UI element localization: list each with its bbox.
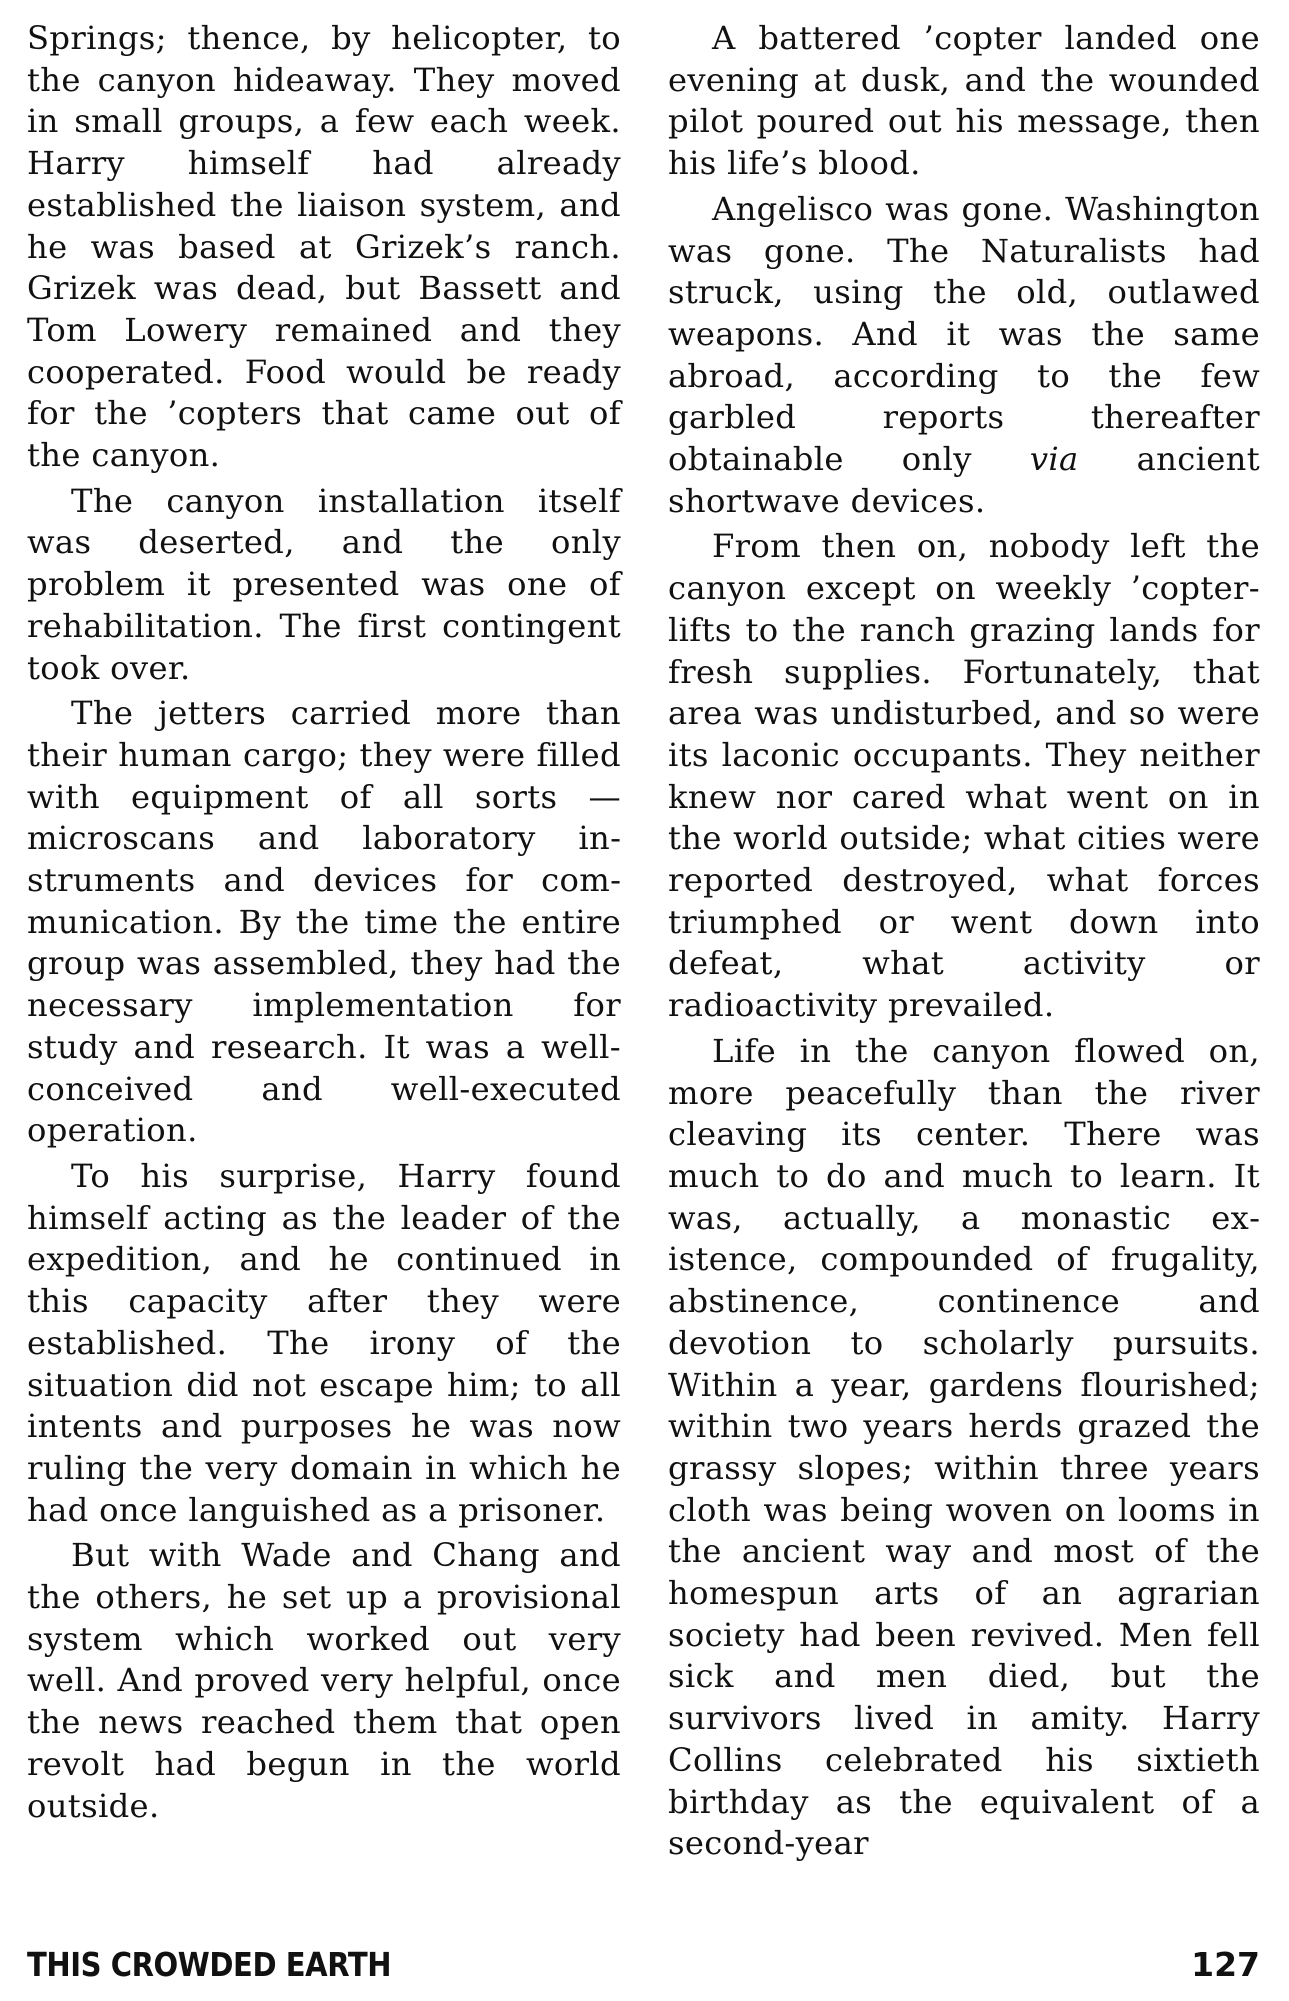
paragraph: A battered ’copter landed one evening at dusk, and the wounded pilot poured out his message, then his life’s blood. <box>668 19 1260 183</box>
right-column <box>668 18 1260 1869</box>
paragraph: Springs; thence, by helicopter, to the canyon hideaway. They moved in small groups, a few each week. Harry himself had already established the liaison system, and he was based at Grizek’s ranch. Grizek was dead, but Bassett and Tom Lowery remained and they cooperated. Food would be ready for the ’copters that came out of the canyon. <box>27 19 621 475</box>
italic-text: via <box>1029 440 1079 479</box>
left-column <box>27 18 621 1831</box>
page-footer <box>27 1945 1260 1995</box>
paragraph-text: ancient shortwave devices. <box>668 440 1260 520</box>
paragraph <box>668 189 1260 523</box>
paragraph: The canyon installation itself was deserted, and the only problem it presented was one of rehabilitation. The first contingent took over. <box>27 481 621 687</box>
page-number: 127 <box>1191 1945 1260 1984</box>
paragraph: But with Wade and Chang and the others, he set up a provisional system which worked out very well. And proved very helpful, once the news reached them that open revolt had begun in the world outside. <box>27 1536 621 1825</box>
paragraph: To his surprise, Harry found himself acting as the leader of the expedition, and he continued in this capacity after they were established. The irony of the situation did not escape him; to all intents and purposes he was now ruling the very domain in which he had once languished as a prisoner. <box>27 1156 621 1529</box>
paragraph: Life in the canyon flowed on, more peacefully than the river cleaving its center. There was much to do and much to learn. It was, actually, a monastic existence, compounded of frugality, abstinence, continence and devotion to scholarly pursuits. Within a year, gardens flourished; within two years herds grazed the grassy slopes; within three years cloth was being woven on looms in the ancient way and most of the homespun arts of an agrarian society had been revived. Men fell sick and men died, but the survivors lived in amity. Harry Collins celebrated his sixtieth birthday as the equivalent of a second-year <box>668 1031 1260 1863</box>
paragraph: The jetters carried more than their human cargo; they were filled with equipment of all sorts —microscans and laboratory instruments and devices for communication. By the time the entire group was assembled, they had the necessary implementation for study and research. It was a well-conceived and well-executed operation. <box>27 694 621 1150</box>
paragraph-text: Angelisco was gone. Washington was gone. The Naturalists had struck, using the old, outlawed weapons. And it was the same abroad, according to the few garbled reports thereafter obtainable only <box>668 189 1260 479</box>
running-title: THIS CROWDED EARTH <box>27 1945 392 1984</box>
paragraph: From then on, nobody left the canyon except on weekly ’copter-lifts to the ranch grazing lands for fresh supplies. Fortunately, that area was undisturbed, and so were its laconic occupants. They neither knew nor cared what went on in the world outside; what cities were reported destroyed, what forces triumphed or went down into defeat, what activity or radioactivity prevailed. <box>668 527 1260 1025</box>
